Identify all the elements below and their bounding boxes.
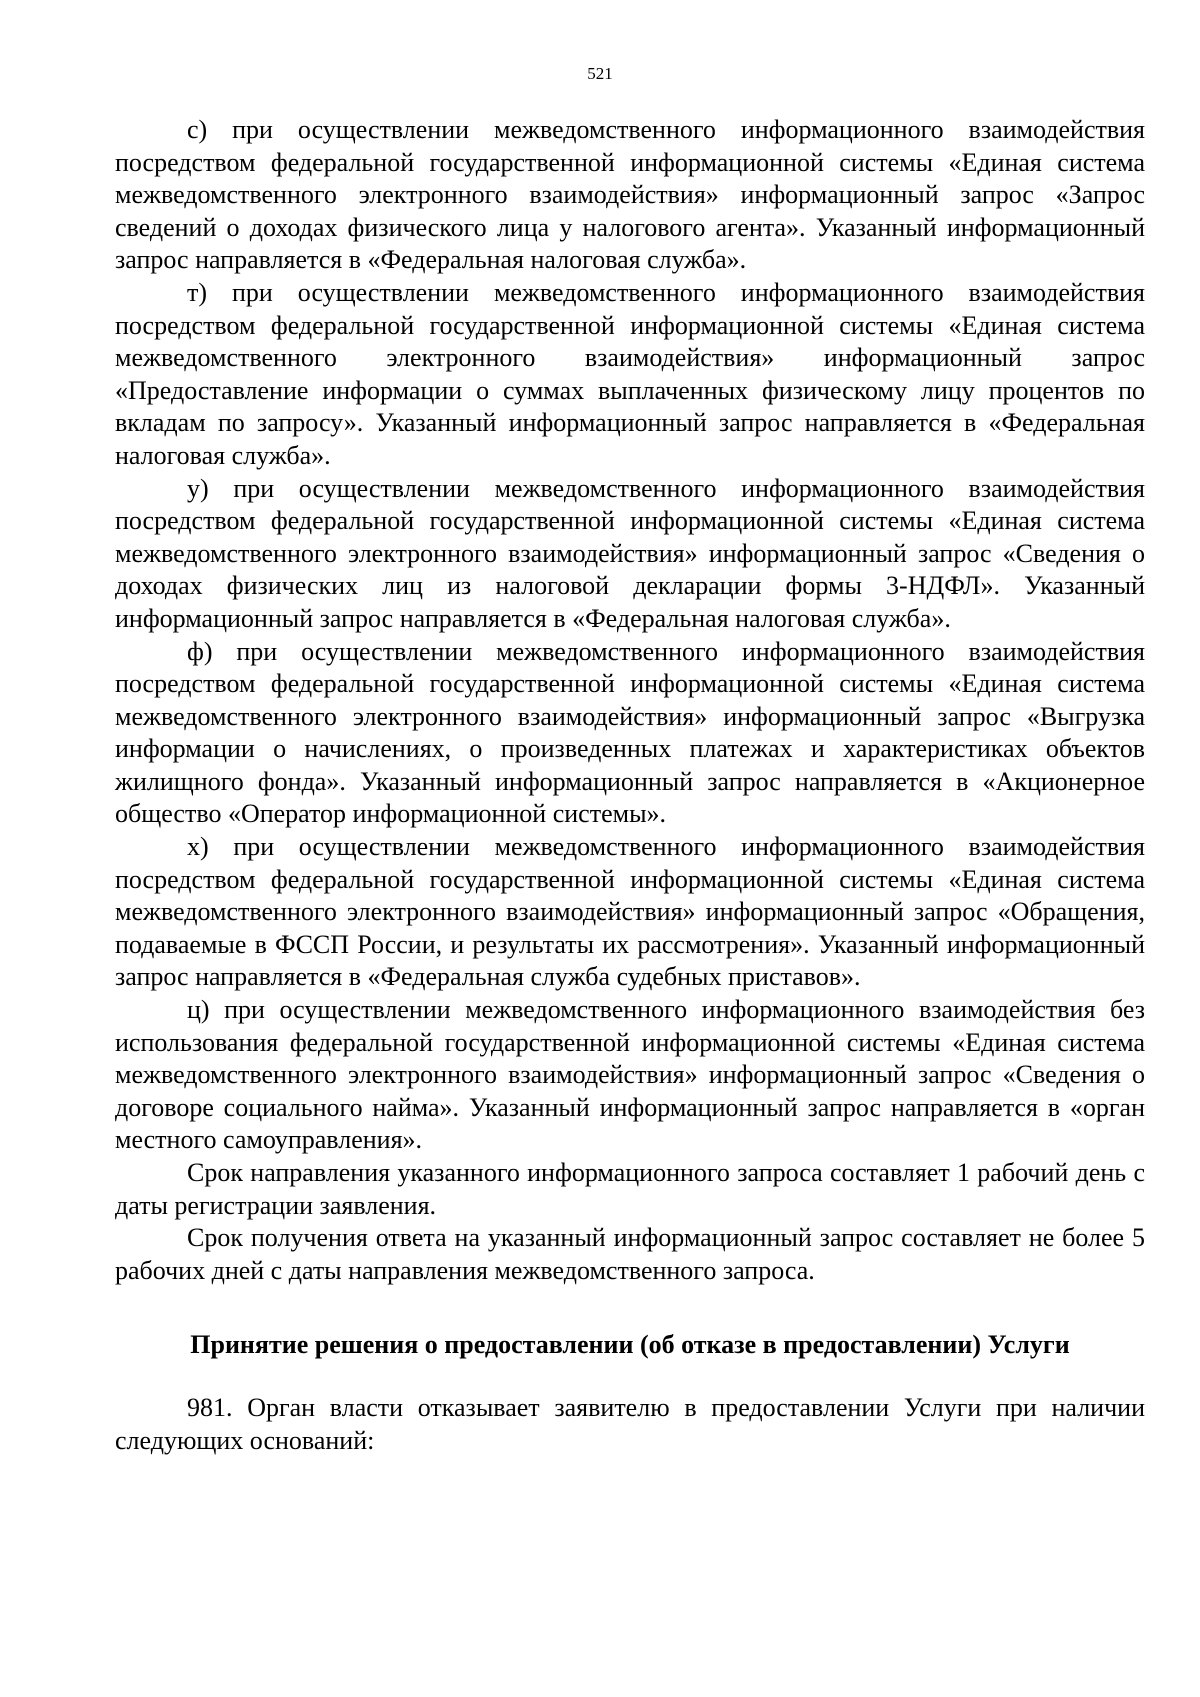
page-number: 521 bbox=[587, 64, 613, 83]
paragraph-item-kh: х) при осуществлении межведомственного информационного взаимодействия посредством федеральной государственной информационной системы «Единая система межведомственного электронного взаимодействия» информационный запрос «Обращения, подаваемые в ФССП России, и результаты их рассмотрения». Указанный информационный запрос направляется в «Федеральная служба судебных приставов». bbox=[115, 832, 1145, 992]
paragraph-response-deadline: Срок получения ответа на указанный информационный запрос составляет не более 5 рабочих дней с даты направления межведомственного запроса. bbox=[115, 1223, 1145, 1285]
paragraph-item-f: ф) при осуществлении межведомственного информационного взаимодействия посредством федеральной государственной информационной системы «Единая система межведомственного электронного взаимодействия» информационный запрос «Выгрузка информации о начислениях, о произведенных платежах и характеристиках объектов жилищного фонда». Указанный информационный запрос направляется в «Акционерное общество «Оператор информационной системы». bbox=[115, 636, 1145, 829]
paragraph-clause-981: 981. Орган власти отказывает заявителю в предоставлении Услуги при наличии следующих оснований: bbox=[115, 1392, 1145, 1455]
paragraph-item-ts: ц) при осуществлении межведомственного информационного взаимодействия без использования федеральной государственной информационной системы «Единая система межведомственного электронного взаимодействия» информационный запрос «Сведения о договоре социального найма». Указанный информационный запрос направляется в «орган местного самоуправления». bbox=[115, 995, 1145, 1155]
section-heading: Принятие решения о предоставлении (об отказе в предоставлении) Услуги bbox=[190, 1330, 1070, 1360]
paragraph-item-s: с) при осуществлении межведомственного информационного взаимодействия посредством федеральной государственной информационной системы «Единая система межведомственного электронного взаимодействия» информационный запрос «Запрос сведений о доходах физического лица у налогового агента». Указанный информационный запрос направляется в «Федеральная налоговая служба». bbox=[115, 115, 1145, 275]
paragraph-request-deadline: Срок направления указанного информационного запроса составляет 1 рабочий день с даты регистрации заявления. bbox=[115, 1158, 1145, 1220]
document-body bbox=[115, 114, 1145, 1457]
paragraph-item-u: у) при осуществлении межведомственного информационного взаимодействия посредством федеральной государственной информационной системы «Единая система межведомственного электронного взаимодействия» информационный запрос «Сведения о доходах физических лиц из налоговой декларации формы 3-НДФЛ». Указанный информационный запрос направляется в «Федеральная налоговая служба». bbox=[115, 473, 1145, 633]
paragraph-item-t: т) при осуществлении межведомственного информационного взаимодействия посредством федеральной государственной информационной системы «Единая система межведомственного электронного взаимодействия» информационный запрос «Предоставление информации о суммах выплаченных физическому лицу процентов по вкладам по запросу». Указанный информационный запрос направляется в «Федеральная налоговая служба». bbox=[115, 277, 1145, 470]
